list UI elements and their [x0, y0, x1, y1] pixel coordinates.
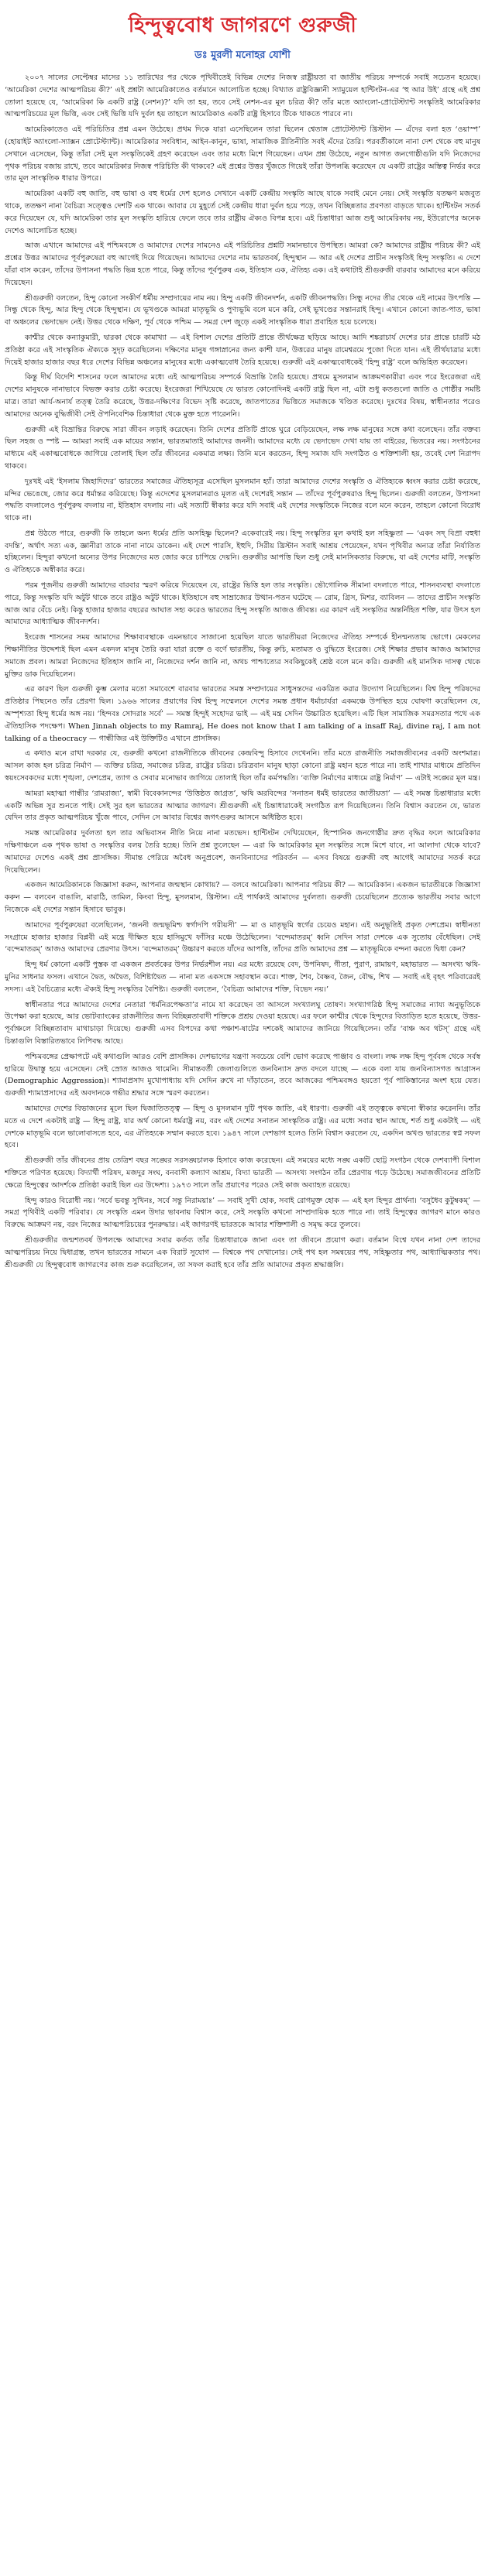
article-title: হিন্দুত্ববোধ জাগরণে গুরুজী: [128, 14, 357, 37]
paragraph: সমস্ত আমেরিকার দুর্বলতা হল তার অভিবাসন নীতি নিয়ে নানা মতভেদ। হান্টিংটন দেখিয়েছেন, হিস্পানিক জনগোষ্ঠীর দ্রুত বৃদ্ধির ফলে আমেরিকার দক্ষিণাঞ্চলে এক পৃথক ভাষা ও সংস্কৃতির বলয় তৈরি হচ্ছে। তিনি প্রশ্ন তুলেছেন — এরা কি আমেরিকার মূল সংস্কৃতির সঙ্গে মিশে যাবে, না আলাদা থেকে যাবে? আমাদের দেশেও একই প্রশ্ন প্রাসঙ্গিক। সীমান্ত পেরিয়ে অবৈধ অনুপ্রবেশ, জনবিন্যাসের পরিবর্তন — এসব বিষয়ে গুরুজী বহু আগেই আমাদের সতর্ক করে দিয়েছিলেন।: [5, 829, 480, 875]
paragraph: আমরা মহাত্মা গান্ধীর ‘রামরাজ্য’, স্বামী বিবেকানন্দের ‘উত্তিষ্ঠত জাগ্রত’, ঋষি অরবিন্দের ‘সনাতন ধর্মই ভারতের জাতীয়তা’ — এই সমস্ত চিন্তাধারার মধ্যে একটি অভিন্ন সুর শুনতে পাই। সেই সুর হল ভারতের আত্মার জাগরণ। শ্রীগুরুজী এই চিন্তাধারাকেই সংগঠিত রূপ দিয়েছিলেন। তিনি বিশ্বাস করতেন যে, ভারত যেদিন তার প্রকৃত আত্মপরিচয় খুঁজে পাবে, সেদিন সে আবার বিশ্বের জগৎগুরুর আসনে অধিষ্ঠিত হবে।: [5, 789, 480, 823]
paragraph: একজন আমেরিকানকে জিজ্ঞাসা করুন, আপনার জন্মস্থান কোথায়? — বলবে আমেরিকা। আপনার পরিচয় কী? — আমেরিকান। একজন ভারতীয়কে জিজ্ঞাসা করুন — বলবেন বাঙালি, মারাঠি, তামিল, কিংবা হিন্দু, মুসলমান, খ্রিস্টান। এই পার্থক্যই আমাদের দুর্বলতা। গুরুজী চেয়েছিলেন প্রত্যেক ভারতীয় সবার আগে নিজেকে এই দেশের সন্তান হিসাবে ভাবুক।: [5, 881, 480, 914]
paragraph: শ্রীগুরুজী তাঁর জীবনের প্রায় তেত্রিশ বছর সঙ্ঘের সরসঙ্ঘচালক হিসাবে কাজ করেছেন। এই সময়ের মধ্যে সঙ্ঘ একটি ছোট্ট সংগঠন থেকে দেশব্যাপী বিশাল শক্তিতে পরিণত হয়েছে। বিদ্যার্থী পরিষদ, মজদুর সংঘ, বনবাসী কল্যাণ আশ্রম, বিদ্যা ভারতী — অসংখ্য সংগঠন তাঁর প্রেরণায় গড়ে উঠেছে। সমাজজীবনের প্রতিটি ক্ষেত্রে হিন্দুত্বের আদর্শকে প্রতিষ্ঠা করাই ছিল এর উদ্দেশ্য। ১৯৭৩ সালে তাঁর প্রয়াণের পরেও সেই কাজ অব্যাহত রয়েছে।: [5, 1156, 480, 1190]
paragraph: কিন্তু দীর্ঘ বিদেশি শাসনের ফলে আমাদের মধ্যে এই আত্মপরিচয় সম্পর্কে বিভ্রান্তি তৈরি হয়েছে। প্রথমে মুসলমান আক্রমণকারীরা এবং পরে ইংরেজরা এই দেশের মানুষকে নানাভাবে বিভক্ত করার চেষ্টা করেছে। ইংরেজরা শিখিয়েছে যে ভারত কোনোদিনই একটি রাষ্ট্র ছিল না, এটা শুধু কতগুলো জাতি ও গোষ্ঠীর সমষ্টি মাত্র। তারা আর্য-অনার্য তত্ত্ব তৈরি করেছে, উত্তর-দক্ষিণের বিভেদ সৃষ্টি করেছে, জাতপাতের ভিত্তিতে সমাজকে খণ্ডিত করেছে। দুঃখের বিষয়, স্বাধীনতার পরেও আমাদের অনেক বুদ্ধিজীবী সেই ঔপনিবেশিক চিন্তাধারা থেকে মুক্ত হতে পারেননি।: [5, 373, 480, 419]
paragraph: আমাদের দেশের বিভাজনের মূলে ছিল দ্বিজাতিতত্ত্ব — হিন্দু ও মুসলমান দুটি পৃথক জাতি, এই ধারণা। গুরুজী এই তত্ত্বকে কখনো স্বীকার করেননি। তাঁর মতে এ দেশে একটাই রাষ্ট্র — হিন্দু রাষ্ট্র, যার অর্থ কোনো ধর্মরাষ্ট্র নয়, বরং এই দেশের সনাতন সাংস্কৃতিক রাষ্ট্র। এর মধ্যে সবার স্থান আছে, শর্ত শুধু একটাই — এই দেশকে মাতৃভূমি বলে ভালোবাসতে হবে, এর ঐতিহ্যকে সম্মান করতে হবে। ১৯৪৭ সালে দেশভাগ হলেও তিনি বিশ্বাস করতেন যে, একদিন অখণ্ড ভারতের স্বপ্ন সফল হবে।: [5, 1104, 480, 1150]
paragraph: আমেরিকা একটি বহু জাতি, বহু ভাষা ও বহু ধর্মের দেশ হলেও সেখানে একটি কেন্দ্রীয় সংস্কৃতি আছে যাকে সবাই মেনে নেয়। সেই সংস্কৃতি যতক্ষণ মজবুত থাকে, ততক্ষণ নানা বৈচিত্র্য সত্ত্বেও দেশটি এক থাকে। আবার যে মুহূর্তে সেই কেন্দ্রীয় ধারা দুর্বল হয়ে পড়ে, তখন বিচ্ছিন্নতার প্রবণতা বাড়তে থাকে। হান্টিংটন সতর্ক করে দিয়েছেন যে, যদি আমেরিকা তার মূল সংস্কৃতি হারিয়ে ফেলে তবে তার রাষ্ট্রীয় ঐক্যও বিপন্ন হবে। এই চিন্তাধারা আজ শুধু আমেরিকায় নয়, ইউরোপের অনেক দেশেও আলোচিত হচ্ছে।: [5, 190, 480, 235]
paragraph: এ কথাও মনে রাখা দরকার যে, গুরুজী কখনো রাজনীতিকে জীবনের কেন্দ্রবিন্দু হিসাবে দেখেননি। তাঁর মতে রাজনীতি সমাজজীবনের একটি অংশমাত্র। আসল কাজ হল চরিত্র নির্মাণ — ব্যক্তির চরিত্র, সমাজের চরিত্র, রাষ্ট্রের চরিত্র। চরিত্রবান মানুষ ছাড়া কোনো রাষ্ট্র মহান হতে পারে না। তাই শাখার মাধ্যমে প্রতিদিন স্বয়ংসেবকদের মধ্যে শৃঙ্খলা, দেশপ্রেম, ত্যাগ ও সেবার মনোভাব জাগিয়ে তোলাই ছিল তাঁর কর্মপদ্ধতি। ‘ব্যক্তি নির্মাণের মাধ্যমে রাষ্ট্র নির্মাণ’ — এটাই সঙ্ঘের মূল মন্ত্র।: [5, 749, 480, 783]
paragraph: হিন্দু ধর্ম কোনো একটি পুস্তক বা একজন প্রবর্তকের উপর নির্ভরশীল নয়। এর মধ্যে রয়েছে বেদ, উপনিষদ, গীতা, পুরাণ, রামায়ণ, মহাভারত — অসংখ্য ঋষি-মুনির সাধনার ফসল। এখানে দ্বৈত, অদ্বৈত, বিশিষ্টাদ্বৈত — নানা মত একসঙ্গে সহাবস্থান করে। শাক্ত, শৈব, বৈষ্ণব, জৈন, বৌদ্ধ, শিখ — সবাই এই বৃহৎ পরিবারেরই সদস্য। এই বৈচিত্র্যের মধ্যে ঐক্যই হিন্দু সংস্কৃতির বৈশিষ্ট্য। গুরুজী বলতেন, ‘বৈচিত্র্য আমাদের শক্তি, বিভেদ নয়।’: [5, 961, 480, 994]
paragraph: প্রশ্ন উঠতে পারে, গুরুজী কি তাহলে অন্য ধর্মের প্রতি অসহিষ্ণু ছিলেন? একেবারেই নয়। হিন্দু সংস্কৃতির মূল কথাই হল সহিষ্ণুতা — ‘একং সদ্ বিপ্রা বহুধা বদন্তি’, অর্থাৎ সত্য এক, জ্ঞানীরা তাকে নানা নামে ডাকেন। এই দেশে পারসি, ইহুদি, সিরীয় খ্রিস্টান সবাই আশ্রয় পেয়েছেন, যখন পৃথিবীর অন্যত্র তাঁরা নির্যাতিত হচ্ছিলেন। হিন্দুরা কখনো অন্যের উপর নিজেদের মত জোর করে চাপিয়ে দেয়নি। গুরুজীর আপত্তি ছিল শুধু সেই মানসিকতার বিরুদ্ধে, যা এই দেশের মাটি, সংস্কৃতি ও ঐতিহ্যকে অস্বীকার করে।: [5, 529, 480, 575]
paragraph: ২০০৭ সালের সেপ্টেম্বর মাসের ১১ তারিখের পর থেকে পৃথিবীতেই বিভিন্ন দেশের নিজস্ব রাষ্ট্রীয়তা বা জাতীয় পরিচয় সম্পর্কে সবাই সচেতন হয়েছে। ‘আমেরিকা দেশের আত্মপরিচয় কী?’ এই প্রশ্নটা আমেরিকাতেও বর্তমানে আলোচিত হচ্ছে। বিখ্যাত রাষ্ট্রবিজ্ঞানী স্যামুয়েল হান্টিংটন-এর ‘হু আর উই’ গ্রন্থে এই প্রশ্ন তোলা হয়েছে যে, ‘আমেরিকা কি একটি রাষ্ট্র (নেশন)?’ যদি তা হয়, তবে সেই নেশন-এর মূল চরিত্র কী? তাঁর মতে অ্যাংলো-প্রোটেস্ট্যান্ট সংস্কৃতিই আমেরিকার আত্মপরিচয়ের মূল ভিত্তি, এবং সেই ভিত্তি যদি দুর্বল হয় তাহলে আমেরিকাও একটি রাষ্ট্র হিসাবে টিকে থাকতে পারবে না।: [5, 74, 480, 119]
paragraph: এর কারণ ছিল গুরুজী কুম্ভ মেলার মতো সমাবেশে বারবার ভারতের সমস্ত সম্প্রদায়ের সাধুসন্তদের একত্রিত করার উদ্যোগ নিয়েছিলেন। বিশ্ব হিন্দু পরিষদের প্রতিষ্ঠার পিছনেও তাঁর প্রেরণা ছিল। ১৯৬৬ সালের প্রয়াগের বিশ্ব হিন্দু সম্মেলনে দেশের সমস্ত প্রধান ধর্মাচার্যরা একমঞ্চে উপস্থিত হয়ে ঘোষণা করেছিলেন যে, অস্পৃশ্যতা হিন্দু ধর্মের অঙ্গ নয়। ‘হিন্দবঃ সোদরাঃ সর্বে’ — সমস্ত হিন্দুই সহোদর ভাই — এই মন্ত্র সেদিন উচ্চারিত হয়েছিল। এটি ছিল সামাজিক সমরসতার পথে এক ঐতিহাসিক পদক্ষেপ। When Jinnah objects to my Ramraj, He does not know that I am talking of a insaff Raj, divine raj, I am not talking of a theocracy — গান্ধীজির এই উক্তিটিও এখানে প্রাসঙ্গিক।: [5, 685, 480, 743]
paragraph: পরম পূজনীয় গুরুজী আমাদের বারবার স্মরণ করিয়ে দিয়েছেন যে, রাষ্ট্রের ভিত্তি হল তার সংস্কৃতি। ভৌগোলিক সীমানা বদলাতে পারে, শাসনব্যবস্থা বদলাতে পারে, কিন্তু সংস্কৃতি যদি অটুট থাকে তবে রাষ্ট্রও অটুট থাকে। ইতিহাসে বহু সাম্রাজ্যের উত্থান-পতন ঘটেছে — রোম, গ্রিস, মিশর, ব্যাবিলন — তাদের প্রাচীন সংস্কৃতি আজ আর বেঁচে নেই। কিন্তু হাজার হাজার বছরের আঘাত সহ্য করেও ভারতের হিন্দু সংস্কৃতি আজও জীবন্ত। এর কারণ এই সংস্কৃতির অন্তর্নিহিত শক্তি, যার উৎস হল আমাদের আধ্যাত্মিক জীবনদর্শন।: [5, 581, 480, 627]
paragraph: ইংরেজ শাসনের সময় আমাদের শিক্ষাব্যবস্থাকে এমনভাবে সাজানো হয়েছিল যাতে ভারতীয়রা নিজেদের ঐতিহ্য সম্পর্কে হীনম্মন্যতায় ভোগে। মেকলের শিক্ষানীতির উদ্দেশ্যই ছিল এমন একদল মানুষ তৈরি করা যারা রক্তে ও বর্ণে ভারতীয়, কিন্তু রুচি, মতামত ও বুদ্ধিতে ইংরেজ। সেই শিক্ষার প্রভাব আজও আমাদের সমাজে প্রবল। আমরা নিজেদের ইতিহাস জানি না, নিজেদের দর্শন জানি না, অথচ পাশ্চাত্যের সবকিছুকেই শ্রেষ্ঠ বলে মনে করি। গুরুজী এই মানসিক দাসত্ব থেকে মুক্তির ডাক দিয়েছিলেন।: [5, 633, 480, 679]
paragraph: শ্রীগুরুজীর জন্মশতবর্ষ উপলক্ষে আমাদের সবার কর্তব্য তাঁর চিন্তাধারাকে জানা এবং তা জীবনে প্রয়োগ করা। বর্তমান বিশ্বে যখন নানা দেশ তাদের আত্মপরিচয় নিয়ে দ্বিধাগ্রস্ত, তখন ভারতের সামনে এক বিরাট সুযোগ — বিশ্বকে পথ দেখানোর। সেই পথ হল সমন্বয়ের পথ, সহিষ্ণুতার পথ, আধ্যাত্মিকতার পথ। শ্রীগুরুজী যে হিন্দুত্ববোধ জাগরণের কাজ শুরু করেছিলেন, তা সফল করাই হবে তাঁর প্রতি আমাদের প্রকৃত শ্রদ্ধাঞ্জলি।: [5, 1235, 480, 1269]
paragraph: আজ এখানে আমাদের এই পশ্চিমবঙ্গে ও আমাদের দেশের সামনেও এই পরিচিতির প্রশ্নটি সমানভাবে উপস্থিত। আমরা কে? আমাদের রাষ্ট্রীয় পরিচয় কী? এই প্রশ্নের উত্তর আমাদের পূর্বপুরুষেরা বহু আগেই দিয়ে গিয়েছেন। আমাদের দেশের নাম ভারতবর্ষ, হিন্দুস্থান — আর এই দেশের প্রাচীন সংস্কৃতিই হিন্দু সংস্কৃতি। এ দেশে যাঁরা বাস করেন, তাঁদের উপাসনা পদ্ধতি ভিন্ন হতে পারে, কিন্তু তাঁদের পূর্বপুরুষ এক, ইতিহাস এক, ঐতিহ্য এক। এই কথাটাই শ্রীগুরুজী বারবার আমাদের মনে করিয়ে দিয়েছেন।: [5, 242, 480, 287]
paragraph: আমেরিকাতেও এই পরিচিতির প্রশ্ন এমন উঠেছে। প্রথম দিকে যারা এসেছিলেন তারা ছিলেন শ্বেতাঙ্গ প্রোটেস্ট্যান্ট খ্রিস্টান — এঁদের বলা হত ‘ওয়াস্প’ (হোয়াইট অ্যাংলো-স্যাক্সন প্রোটেস্ট্যান্ট)। আমেরিকার সংবিধান, আইন-কানুন, ভাষা, সামাজিক রীতিনীতি সবই এঁদের তৈরি। পরবর্তীকালে নানা দেশ থেকে বহু মানুষ সেখানে এসেছেন, কিন্তু তাঁরা সেই মূল সংস্কৃতিকেই গ্রহণ করেছেন এবং তার মধ্যে মিশে গিয়েছেন। এখন প্রশ্ন উঠেছে, নতুন আগত জনগোষ্ঠীগুলি যদি নিজেদের পৃথক পরিচয় বজায় রাখে, তবে আমেরিকার নিজস্ব পরিচিতি কী থাকবে? এই প্রশ্নের উত্তর খুঁজতে গিয়েই তাঁরা উপলব্ধি করেছেন যে একটি রাষ্ট্রের অস্তিত্ব নির্ভর করে তার মূল সাংস্কৃতিক ধারার উপরে।: [5, 125, 480, 183]
article-author: ডঃ মুরলী মনোহর যোশী: [194, 50, 291, 61]
paragraph: আমাদের পূর্বপুরুষেরা বলেছিলেন, ‘জননী জন্মভূমিশ্চ স্বর্গাদপি গরীয়সী’ — মা ও মাতৃভূমি স্বর্গের চেয়েও মহান। এই অনুভূতিই প্রকৃত দেশপ্রেম। স্বাধীনতা সংগ্রামে হাজার হাজার বিপ্লবী এই মন্ত্রে দীক্ষিত হয়ে হাসিমুখে ফাঁসির মঞ্চে উঠেছিলেন। ‘বন্দেমাতরম্’ ধ্বনি সেদিন সারা দেশকে এক সুতোয় বেঁধেছিল। সেই ‘বন্দেমাতরম্’ আজও আমাদের প্রেরণার উৎস। ‘বন্দেমাতরম্’ উচ্চারণ করতে যাঁদের আপত্তি, তাঁদের প্রতি আমাদের প্রশ্ন — মাতৃভূমিকে বন্দনা করতে দ্বিধা কেন?: [5, 920, 480, 954]
article: [5, 0, 480, 1271]
paragraph: গুরুজী এই বিভ্রান্তির বিরুদ্ধে সারা জীবন লড়াই করেছেন। তিনি দেশের প্রতিটি প্রান্তে ঘুরে বেড়িয়েছেন, লক্ষ লক্ষ মানুষের সঙ্গে কথা বলেছেন। তাঁর বক্তব্য ছিল সহজ ও স্পষ্ট — আমরা সবাই এক মায়ের সন্তান, ভারতমাতাই আমাদের জননী। আমাদের মধ্যে যে ভেদাভেদ দেখা যায় তা বাইরের, ভিতরের নয়। সংগঠনের মাধ্যমে এই একাত্মবোধকে জাগিয়ে তোলাই ছিল তাঁর জীবনের একমাত্র লক্ষ্য। তিনি মনে করতেন, হিন্দু সমাজ যদি সংগঠিত ও শক্তিশালী হয়, তবেই দেশ নিরাপদ থাকবে।: [5, 425, 480, 471]
paragraph: হিন্দু কারও বিরোধী নয়। ‘সর্বে ভবন্তু সুখিনঃ, সর্বে সন্তু নিরাময়াঃ’ — সবাই সুখী হোক, সবাই রোগমুক্ত হোক — এই হল হিন্দুর প্রার্থনা। ‘বসুধৈব কুটুম্বকম্’ — সমগ্র পৃথিবীই একটি পরিবার। যে সংস্কৃতি এমন উদার ভাবনায় বিশ্বাস করে, সেই সংস্কৃতি কখনো সাম্প্রদায়িক হতে পারে না। তাই হিন্দুত্বের জাগরণ মানে কারও বিরুদ্ধে আক্রমণ নয়, বরং নিজের আত্মপরিচয়ের পুনরুদ্ধার। এই জাগরণই ভারতকে আবার শক্তিশালী ও সমৃদ্ধ করে তুলবে।: [5, 1196, 480, 1230]
article-body: [5, 72, 480, 1271]
paragraph: কাশ্মীর থেকে কন্যাকুমারী, দ্বারকা থেকে কামাখ্যা — এই বিশাল দেশের প্রতিটি প্রান্তে তীর্থক্ষেত্র ছড়িয়ে আছে। আদি শঙ্করাচার্য দেশের চার প্রান্তে চারটি মঠ প্রতিষ্ঠা করে এই সাংস্কৃতিক ঐক্যকে সুদৃঢ় করেছিলেন। দক্ষিণের মানুষ গঙ্গাস্নানের জন্য কাশী যান, উত্তরের মানুষ রামেশ্বরমে পুজো দিতে যান। এই তীর্থযাত্রার মধ্যে দিয়েই হাজার হাজার বছর ধরে দেশের বিভিন্ন অঞ্চলের মানুষের মধ্যে একাত্মবোধ তৈরি হয়েছে। গুরুজী এই একাত্মবোধকেই ‘হিন্দু রাষ্ট্র’ বলে অভিহিত করেছেন।: [5, 333, 480, 367]
paragraph: পশ্চিমবঙ্গের প্রেক্ষাপটে এই কথাগুলি আরও বেশি প্রাসঙ্গিক। দেশভাগের যন্ত্রণা সবচেয়ে বেশি ভোগ করেছে পাঞ্জাব ও বাংলা। লক্ষ লক্ষ হিন্দু পূর্ববঙ্গ থেকে সর্বস্ব হারিয়ে উদ্বাস্তু হয়ে এসেছেন। সেই স্রোত আজও থামেনি। সীমান্তবর্তী জেলাগুলিতে জনবিন্যাস দ্রুত বদলে যাচ্ছে — একে বলা যায় জনবিন্যাসগত আগ্রাসন (Demographic Aggression)। শ্যামাপ্রসাদ মুখোপাধ্যায় যদি সেদিন রুখে না দাঁড়াতেন, তবে আজকের পশ্চিমবঙ্গও হয়তো পূর্ব পাকিস্তানের অংশ হয়ে যেত। গুরুজী শ্যামাপ্রসাদের এই অবদানকে গভীর শ্রদ্ধার সঙ্গে স্মরণ করতেন।: [5, 1052, 480, 1098]
paragraph: শ্রীগুরুজী বলতেন, হিন্দু কোনো সংকীর্ণ ধর্মীয় সম্প্রদায়ের নাম নয়। হিন্দু একটি জীবনদর্শন, একটি জীবনপদ্ধতি। সিন্ধু নদের তীর থেকে এই নামের উৎপত্তি — সিন্ধু থেকে হিন্দু, আর হিন্দু থেকে হিন্দুস্থান। যে ভূখণ্ডকে আমরা মাতৃভূমি ও পুণ্যভূমি বলে মনে করি, সেই ভূখণ্ডের সন্তানরাই হিন্দু। এখানে কোনো জাত-পাত, ভাষা বা অঞ্চলের ভেদাভেদ নেই। উত্তর থেকে দক্ষিণ, পূর্ব থেকে পশ্চিম — সমগ্র দেশ জুড়ে একই সাংস্কৃতিক ধারা প্রবাহিত হয়ে চলেছে।: [5, 293, 480, 327]
paragraph: স্বাধীনতার পরে আমাদের দেশের নেতারা ‘ধর্মনিরপেক্ষতা’র নামে যা করেছেন তা আসলে সংখ্যালঘু তোষণ। সংখ্যাগরিষ্ঠ হিন্দু সমাজের ন্যায্য অনুভূতিকে উপেক্ষা করা হয়েছে, আর ভোটব্যাংকের রাজনীতির জন্য বিচ্ছিন্নতাবাদী শক্তিকে প্রশ্রয় দেওয়া হয়েছে। এর ফলে কাশ্মীর থেকে হিন্দুদের বিতাড়িত হতে হয়েছে, উত্তর-পূর্বাঞ্চলে বিচ্ছিন্নতাবাদ মাথাচাড়া দিয়েছে। গুরুজী এসব বিপদের কথা পঞ্চাশ-ষাটের দশকেই আমাদের জানিয়ে গিয়েছিলেন। তাঁর ‘বাঞ্চ অব থটস্’ গ্রন্থে এই চিন্তাগুলি বিস্তারিতভাবে লিপিবদ্ধ আছে।: [5, 1000, 480, 1046]
paragraph: দুঃখই এই ‘ইসলাম জিহাদিদের’ ভারতের সমাজের ঐতিহ্যসূত্র এসেছিল মুসলমান হ্যাঁ। তারা আমাদের দেশের সংস্কৃতি ও ঐতিহ্যকে ধ্বংস করার চেষ্টা করেছে, মন্দির ভেঙেছে, জোর করে ধর্মান্তর করিয়েছে। কিন্তু এদেশের মুসলমানরাও মূলত এই দেশেরই সন্তান — তাঁদের পূর্বপুরুষরাও হিন্দু ছিলেন। গুরুজী বলতেন, উপাসনা পদ্ধতি বদলালেও পূর্বপুরুষ বদলায় না, ইতিহাস বদলায় না। এই সত্যটি স্বীকার করে যদি সবাই এই দেশের সংস্কৃতিকে নিজের বলে মনে করেন, তাহলে কোনো বিরোধ থাকে না।: [5, 477, 480, 523]
